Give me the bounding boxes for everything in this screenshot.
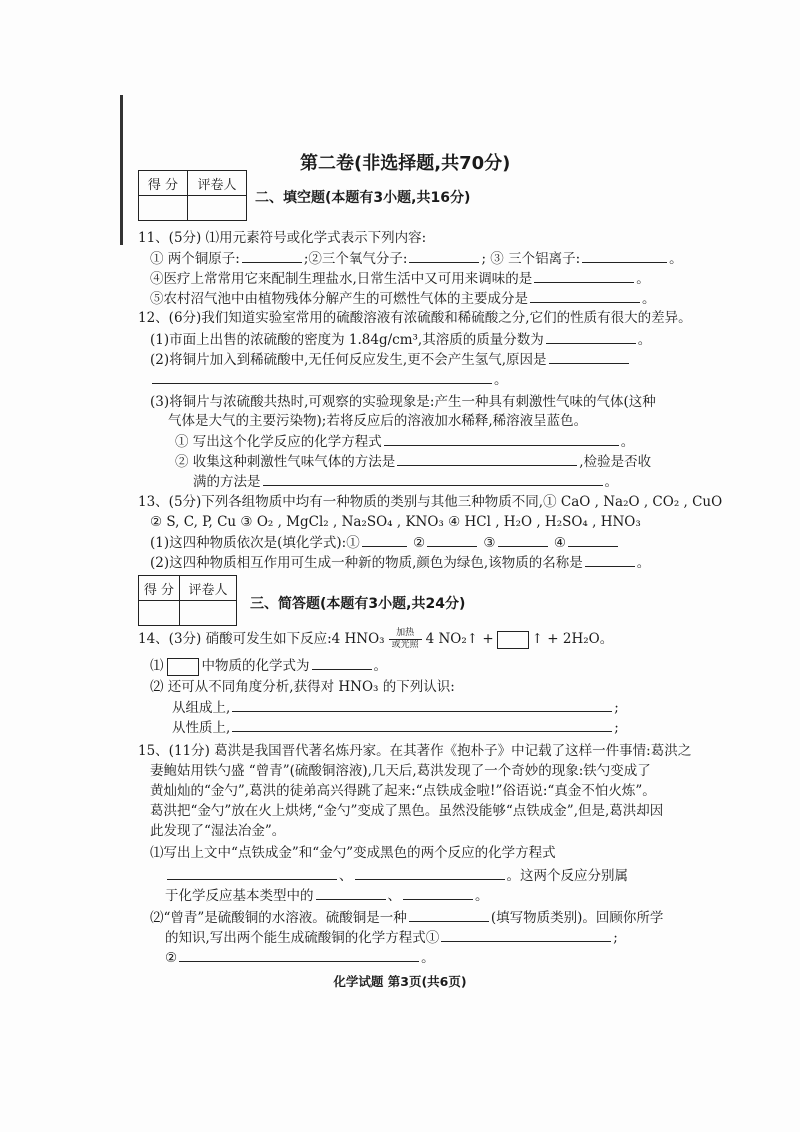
answer-blank[interactable] [403,886,473,900]
q15-part-1b: 于化学反应基本类型中的 、 。 [165,888,489,904]
answer-blank[interactable] [263,472,603,486]
q15-line-4: 葛洪把“金勺”放在火上烘烤,“金勺”变成了黑色。虽然没能够“点铁成金”,但是,葛洪却因 [150,803,664,819]
q13-groups: ② S, C, P, Cu ③ O₂ , MgCl₂ , Na₂SO₄ , KNO₃ ④ HCl , H₂O , H₂SO₄ , HNO₃ [150,514,641,530]
q11-line-a: ① 两个铜原子: ;②三个氧气分子: ; ③ 三个铝离子: 。 [150,251,683,267]
q15-part-2b: 的知识,写出两个能生成硫酸铜的化学方程式① ; [165,930,618,946]
answer-blank[interactable] [179,948,419,962]
page-footer: 化学试题 第3页(共6页) [333,974,467,989]
q12-part-3e: 满的方法是 。 [193,474,618,490]
answer-blank[interactable] [312,656,372,670]
answer-blank[interactable] [546,330,636,344]
q11-stem: 11、(5分) ⑴用元素符号或化学式表示下列内容: [138,230,427,246]
answer-blank[interactable] [409,908,489,922]
answer-blank[interactable] [585,553,635,567]
q14-part-2b: 从性质上, ; [172,720,619,736]
q15-line-1: 15、(11分) 葛洪是我国晋代著名炼丹家。在其著作《抱朴子》中记载了这样一件事情:葛洪之 [138,743,692,759]
answer-blank[interactable] [242,249,302,263]
q12-part-2: (2)将铜片加入到稀硫酸中,无任何反应发生,更不会产生氢气,原因是 [150,350,631,369]
score-header: 得 分 [139,576,180,601]
q14-part-2: ⑵ 还可从不同角度分析,获得对 HNO₃ 的下列认识: [150,679,455,695]
answer-blank[interactable] [397,452,577,466]
q14-part-1: ⑴ 中物质的化学式为 。 [150,658,387,674]
answer-blank[interactable] [232,718,612,732]
answer-blank[interactable] [530,289,640,303]
section-3-heading: 三、简答题(本题有3小题,共24分) [250,596,466,612]
q15-line-3: 黄灿灿的“金勺”,葛洪的徒弟高兴得跳了起来:“点铁成金啦!”俗语说:“真金不怕火炼”。 [150,783,656,799]
q13-part-2: (2)这四种物质相互作用可生成一种新的物质,颜色为绿色,该物质的名称是 。 [150,555,651,571]
page-title: 第二卷(非选择题,共70分) [300,153,511,174]
q14-part-2a: 从组成上, ; [172,700,619,716]
answer-blank[interactable] [498,533,548,547]
grader-cell[interactable] [188,196,247,221]
q12-part-3b: 气体是大气的主要污染物);若将反应后的溶液加水稀释,稀溶液呈蓝色。 [168,413,588,429]
grader-header: 评卷人 [180,576,237,601]
answer-blank[interactable] [384,432,619,446]
q13-stem: 13、(5分)下列各组物质中均有一种物质的类别与其他三种物质不同,① CaO , Na₂O , CO₂ , CuO [138,494,723,510]
answer-blank[interactable] [152,370,492,384]
unknown-product-box [167,658,199,676]
q12-part-1: (1)市面上出售的浓硫酸的密度为 1.84g/cm³,其溶质的质量分数为 。 [150,332,652,348]
score-cell[interactable] [139,196,188,221]
q14-stem: 14、(3分) 硝酸可发生如下反应:4 HNO₃ $\frac{\text{加热}}{\text{或光照}}$ 4 NO₂↑ + ↑ + 2H₂O。 [138,628,614,650]
q13-part-1: (1)这四种物质依次是(填化学式):① ② ③ ④ [150,533,620,552]
grader-cell[interactable] [180,601,237,626]
answer-blank[interactable] [355,866,505,880]
q15-part-2: ⑵“曾青”是硫酸铜的水溶液。硫酸铜是一种 (填写物质类别)。回顾你所学 [150,910,664,926]
q15-line-5: 此发现了“湿法冶金”。 [150,823,286,839]
answer-blank[interactable] [441,928,611,942]
q15-line-2: 妻鲍姑用铁勺盛 “曾青”(硫酸铜溶液),几天后,葛洪发现了一个奇妙的现象:铁勺变成了 [150,763,651,779]
score-table-1 [138,170,247,221]
q12-part-3d: ② 收集这种刺激性气味气体的方法是 ,检验是否收 [175,454,652,470]
unknown-product-box[interactable] [497,631,529,649]
answer-blank[interactable] [409,249,479,263]
q15-part-1: ⑴写出上文中“点铁成金”和“金勺”变成黑色的两个反应的化学方程式 [150,845,556,861]
section-2-heading: 二、填空题(本题有3小题,共16分) [255,190,471,206]
q12-part-2-cont: 。 [150,370,508,389]
reaction-condition: $\frac{\text{加热}}{\text{或光照}}$ [389,628,422,651]
q12-stem: 12、(6分)我们知道实验室常用的硫酸溶液有浓硫酸和稀硫酸之分,它们的性质有很大的差异。 [138,310,692,326]
score-cell[interactable] [139,601,180,626]
q12-part-3a: (3)将铜片与浓硫酸共热时,可观察的实验现象是:产生一种具有刺激性气味的气体(这种 [150,394,656,410]
answer-blank[interactable] [362,533,407,547]
grader-header: 评卷人 [188,171,247,196]
answer-blank[interactable] [427,533,477,547]
q15-part-2c: ② 。 [165,950,435,966]
answer-blank[interactable] [568,533,618,547]
q11-line-e: ⑤农村沼气池中由植物残体分解产生的可燃性气体的主要成分是 。 [150,291,656,307]
answer-blank[interactable] [167,866,337,880]
answer-blank[interactable] [582,249,667,263]
answer-blank[interactable] [232,698,612,712]
answer-blank[interactable] [534,269,634,283]
score-header: 得 分 [139,171,188,196]
binding-line [120,95,123,245]
answer-blank[interactable] [316,886,386,900]
q11-line-d: ④医疗上常常用它来配制生理盐水,日常生活中又可用来调味的是 。 [150,271,650,287]
q12-part-3c: ① 写出这个化学反应的化学方程式 。 [175,434,635,450]
score-table-2 [138,575,237,626]
answer-blank[interactable] [549,350,629,364]
q15-part-1-blanks: 、 。这两个反应分别属 [165,866,628,885]
